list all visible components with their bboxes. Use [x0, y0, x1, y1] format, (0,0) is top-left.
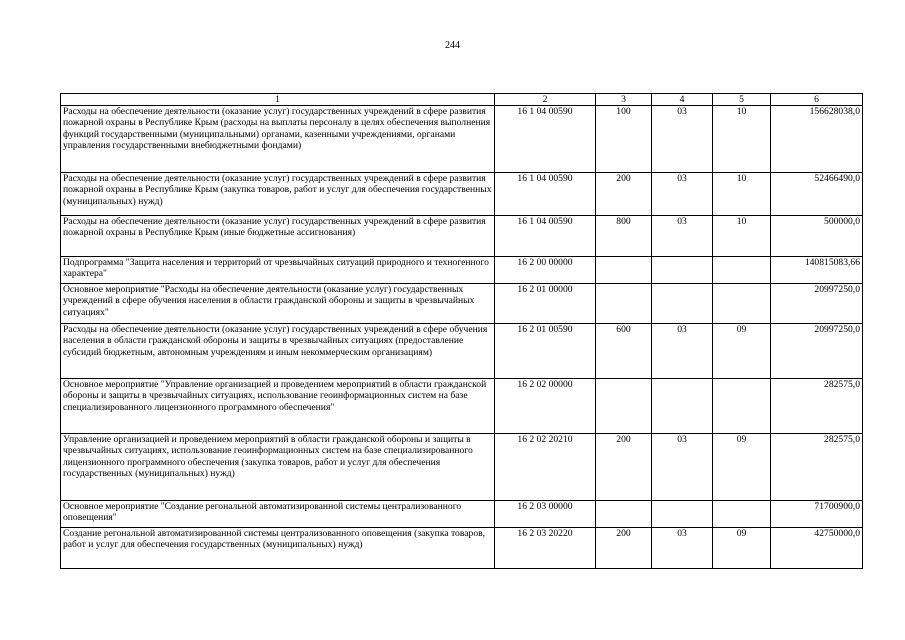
- row-expense-type: [596, 284, 652, 324]
- row-code: 16 2 01 00590: [495, 324, 596, 379]
- table-row: [61, 216, 863, 257]
- column-header: 6: [771, 94, 863, 106]
- row-expense-type: 100: [596, 106, 652, 173]
- row-subsection: [713, 284, 771, 324]
- row-subsection: 09: [713, 528, 771, 569]
- row-name: Подпрограмма "Защита населения и территорий от чрезвычайных ситуаций природного и техногенного характера": [61, 257, 495, 284]
- row-subsection: [713, 257, 771, 284]
- row-amount: 156628038,0: [771, 106, 863, 173]
- row-name: Основное мероприятие "Управление организацией и проведением мероприятий в области гражданской обороны и защиты в чрезвычайных ситуациях, использование геоинформационных систем на базе специализированного лицензионного программного обеспечения": [61, 379, 495, 434]
- row-expense-type: [596, 257, 652, 284]
- row-subsection: 10: [713, 106, 771, 173]
- table-header-row: [61, 94, 863, 106]
- row-code: 16 2 03 00000: [495, 501, 596, 528]
- row-amount: 42750000,0: [771, 528, 863, 569]
- row-section: [652, 379, 713, 434]
- row-expense-type: [596, 501, 652, 528]
- row-amount: 282575,0: [771, 434, 863, 501]
- row-name: Расходы на обеспечение деятельности (оказание услуг) государственных учреждений в сфере обучения населения в области гражданской обороны и защиты в чрезвычайных ситуациях (предоставление субсидий бюджетным, автономным учреждениям и иным некоммерческим организациям): [61, 324, 495, 379]
- row-subsection: 10: [713, 216, 771, 257]
- row-name: Основное мероприятие "Создание регональной автоматизированной системы централизованного оповещения": [61, 501, 495, 528]
- table-row: [61, 501, 863, 528]
- row-name: Основное мероприятие "Расходы на обеспечение деятельности (оказание услуг) государственных учреждений в сфере обучения населения в области гражданской обороны и защиты в чрезвычайных ситуациях": [61, 284, 495, 324]
- row-expense-type: 200: [596, 434, 652, 501]
- row-subsection: 10: [713, 173, 771, 216]
- row-section: 03: [652, 324, 713, 379]
- row-section: [652, 501, 713, 528]
- row-expense-type: 800: [596, 216, 652, 257]
- column-header: 1: [61, 94, 495, 106]
- row-code: 16 1 04 00590: [495, 173, 596, 216]
- table-row: [61, 379, 863, 434]
- table-row: [61, 324, 863, 379]
- row-section: 03: [652, 173, 713, 216]
- row-name: Создание регональной автоматизированной системы централизованного оповещения (закупка товаров, работ и услуг для обеспечения государственных (муниципальных) нужд): [61, 528, 495, 569]
- row-code: 16 1 04 00590: [495, 106, 596, 173]
- table-row: [61, 257, 863, 284]
- table-row: [61, 106, 863, 173]
- page-number: 244: [445, 40, 460, 51]
- row-code: 16 2 01 00000: [495, 284, 596, 324]
- row-section: [652, 257, 713, 284]
- row-amount: 20997250,0: [771, 284, 863, 324]
- row-expense-type: 200: [596, 173, 652, 216]
- row-amount: 20997250,0: [771, 324, 863, 379]
- row-section: 03: [652, 528, 713, 569]
- table-row: [61, 528, 863, 569]
- row-section: [652, 284, 713, 324]
- row-amount: 71700900,0: [771, 501, 863, 528]
- row-subsection: 09: [713, 324, 771, 379]
- table-row: [61, 434, 863, 501]
- table-row: [61, 284, 863, 324]
- budget-table: [60, 93, 863, 569]
- row-section: 03: [652, 434, 713, 501]
- column-header: 4: [652, 94, 713, 106]
- column-header: 2: [495, 94, 596, 106]
- row-code: 16 2 02 00000: [495, 379, 596, 434]
- row-subsection: 09: [713, 434, 771, 501]
- column-header: 5: [713, 94, 771, 106]
- row-amount: 282575,0: [771, 379, 863, 434]
- row-expense-type: 600: [596, 324, 652, 379]
- table-row: [61, 173, 863, 216]
- row-name: Расходы на обеспечение деятельности (оказание услуг) государственных учреждений в сфере развития пожарной охраны в Республике Крым (иные бюджетные ассигнования): [61, 216, 495, 257]
- column-header: 3: [596, 94, 652, 106]
- row-subsection: [713, 379, 771, 434]
- row-amount: 140815083,66: [771, 257, 863, 284]
- row-amount: 500000,0: [771, 216, 863, 257]
- row-section: 03: [652, 216, 713, 257]
- row-code: 16 2 02 20210: [495, 434, 596, 501]
- row-name: Управление организацией и проведением мероприятий в области гражданской обороны и защиты в чрезвычайных ситуациях, использование геоинформационных систем на базе специализированного лицензионного программного обеспечения (закупка товаров, работ и услуг для обеспечения государственных (муниципальных) нужд): [61, 434, 495, 501]
- row-code: 16 1 04 00590: [495, 216, 596, 257]
- row-subsection: [713, 501, 771, 528]
- row-name: Расходы на обеспечение деятельности (оказание услуг) государственных учреждений в сфере развития пожарной охраны в Республике Крым (расходы на выплаты персоналу в целях обеспечения выполнения функций государственными (муниципальными) органами, казенными учреждениями, органами управления государственными внебюджетными фондами): [61, 106, 495, 173]
- row-code: 16 2 00 00000: [495, 257, 596, 284]
- row-expense-type: [596, 379, 652, 434]
- row-name: Расходы на обеспечение деятельности (оказание услуг) государственных учреждений в сфере развития пожарной охраны в Республике Крым (закупка товаров, работ и услуг для обеспечения государственных (муниципальных) нужд): [61, 173, 495, 216]
- row-expense-type: 200: [596, 528, 652, 569]
- row-amount: 52466490,0: [771, 173, 863, 216]
- row-code: 16 2 03 20220: [495, 528, 596, 569]
- row-section: 03: [652, 106, 713, 173]
